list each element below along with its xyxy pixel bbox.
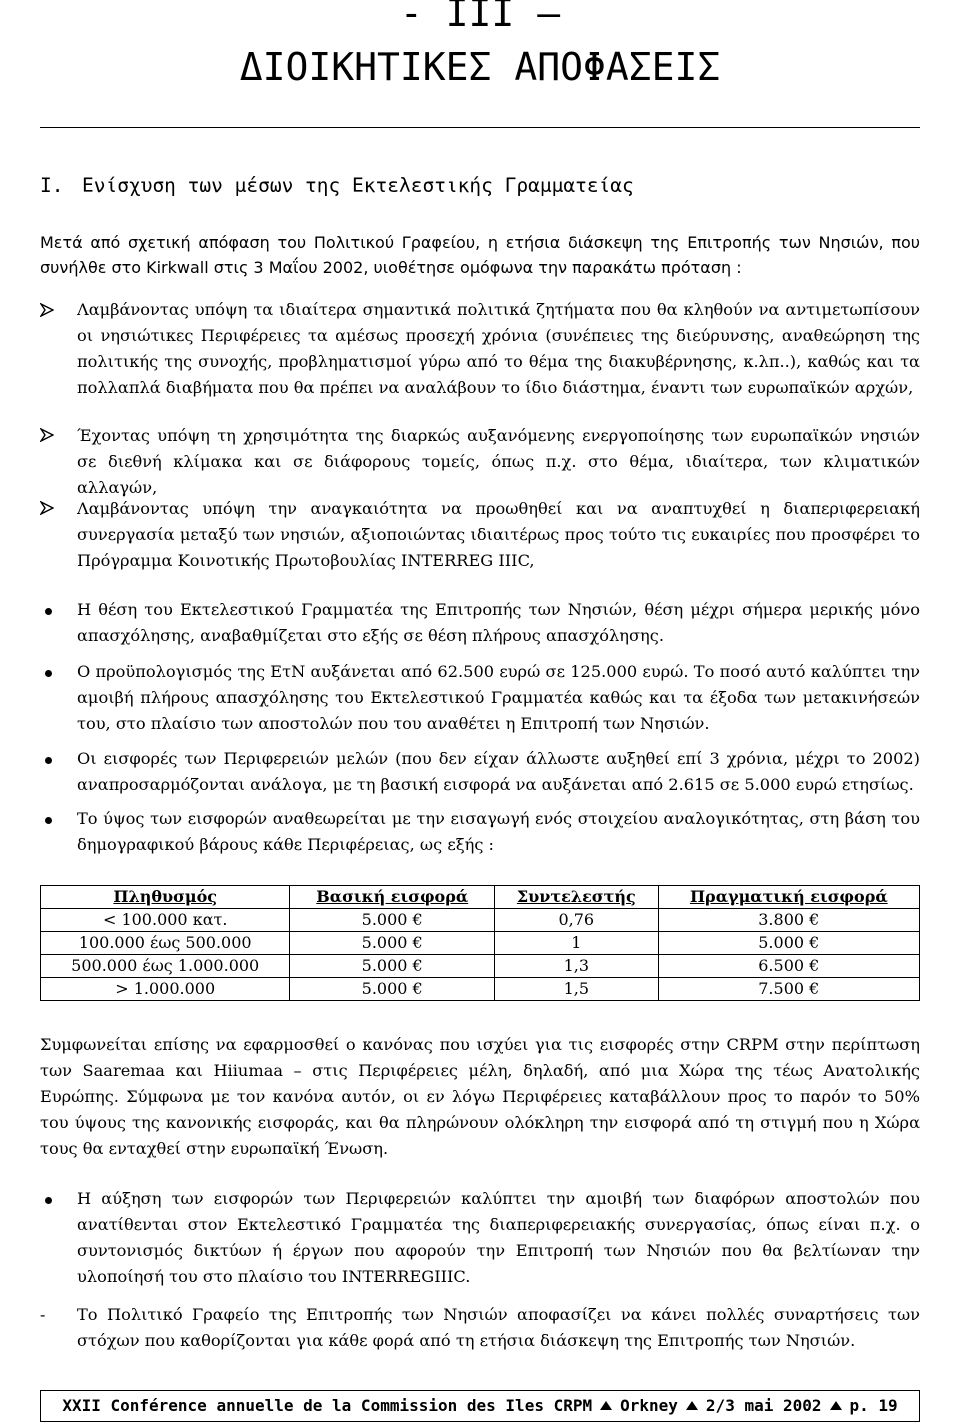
decision-4: Το ύψος των εισφορών αναθεωρείται με την εισαγωγή ενός στοιχείου αναλογικότητας, στη βάση του δημογραφικού βάρους κάθε Περιφέρειας, ως εξής : bbox=[77, 809, 920, 854]
table-row bbox=[41, 909, 920, 932]
bullet-icon bbox=[45, 608, 52, 615]
triangle-separator-icon bbox=[686, 1401, 698, 1410]
column-header: Πραγματική εισφορά bbox=[658, 886, 919, 909]
arrow-bullet-icon bbox=[40, 428, 54, 442]
bullet-icon bbox=[45, 1197, 52, 1204]
bullet-icon bbox=[45, 757, 52, 764]
table-header-row bbox=[41, 886, 920, 909]
increase-paragraph: Η αύξηση των εισφορών των Περιφερειών καλύπτει την αμοιβή των διαφόρων αποστολών που ανατίθενται στον Εκτελεστικό Γραμματέα της διαπεριφερειακής συνεργασίας, όπως είναι π.χ. ο συντονισμός δικτύων ή έργων που αφορούν την Επιτροπή των Νησιών που θα βελτίωναν την υλοποίησή του στο πλαίσιο του INTERREGIIIC. bbox=[77, 1189, 920, 1286]
footer-page-number: p. 19 bbox=[849, 1396, 898, 1415]
page-title: ΔΙΟΙΚΗΤΙΚΕΣ ΑΠΟΦΑΣΕΙΣ bbox=[239, 45, 721, 89]
table-cell: < 100.000 κατ. bbox=[41, 909, 290, 932]
table-cell: 100.000 έως 500.000 bbox=[41, 932, 290, 955]
footer-place: Orkney bbox=[620, 1396, 678, 1415]
bullet-icon bbox=[45, 670, 52, 677]
final-paragraph: Το Πολιτικό Γραφείο της Επιτροπής των Νησιών αποφασίζει να κάνει πολλές συναρτήσεις των στόχων που καθορίζονται για κάθε φορά από τη ετήσια διάσκεψη της Επιτροπής των Νησιών. bbox=[77, 1305, 920, 1350]
table-cell: 6.500 € bbox=[658, 955, 919, 978]
triangle-separator-icon bbox=[600, 1401, 612, 1410]
table-cell: 7.500 € bbox=[658, 978, 919, 1001]
table-cell: 500.000 έως 1.000.000 bbox=[41, 955, 290, 978]
section-heading bbox=[40, 172, 634, 200]
consideration-1: Λαμβάνοντας υπόψη τα ιδιαίτερα σημαντικά πολιτικά ζητήματα που θα κληθούν να αντιμετωπίσουν οι νησιώτικες Περιφέρειες τα αμέσως προσεχή χρόνια (συνέπειες της διεύρυνσης, αναθεώρηση της πολιτικής της συνοχής, προβληματισμοί γύρω από το θέμα της διακυβέρνησης, κ.λπ..), καθώς και τα πολλαπλά διαβήματα που θα πρέπει να αναλάβουν το ίδιο διάστημα, έναντι των ευρωπαϊκών αρχών, bbox=[77, 300, 920, 397]
section-title: Ενίσχυση των μέσων της Εκτελεστικής Γραμματείας bbox=[82, 174, 634, 197]
table-cell: 5.000 € bbox=[290, 978, 495, 1001]
agreement-paragraph: Συμφωνείται επίσης να εφαρμοσθεί ο κανόνας που ισχύει για τις εισφορές στην CRPM στην περίπτωση των Saaremaa και Hiiumaa – στις Περιφέρειες μέλη, δηλαδή, από μια Χώρα της τέως Ανατολικής Ευρώπης. Σύμφωνα με τον κανόνα αυτόν, οι εν λόγω Περιφέρειες καταβάλλουν προς το παρόν το 50% του ύψους της κανονικής εισφοράς, και θα πληρώνουν ολόκληρη την εισφορά από τη στιγμή που η Χώρα τους θα ενταχθεί στην ευρωπαϊκή Ένωση. bbox=[40, 1035, 920, 1158]
table-cell: 1 bbox=[495, 932, 659, 955]
page-footer bbox=[40, 1390, 920, 1422]
table-cell: 5.000 € bbox=[290, 955, 495, 978]
column-header: Πληθυσμός bbox=[41, 886, 290, 909]
decision-3: Οι εισφορές των Περιφερειών μελών (που δεν είχαν άλλωστε αυξηθεί επί 3 χρόνια, μέχρι το 2002) αναπροσαρμόζονται ανάλογα, με τη βασική εισφορά να αυξάνεται από 2.615 σε 5.000 ευρώ ετησίως. bbox=[77, 749, 920, 794]
table-row bbox=[41, 978, 920, 1001]
table-cell: 1,3 bbox=[495, 955, 659, 978]
consideration-2: Έχοντας υπόψη τη χρησιμότητα της διαρκώς αυξανόμενης ενεργοποίησης των ευρωπαϊκών νησιών σε διεθνή κλίμακα και σε διάφορους τομείς, όπως π.χ. στο θέμα, ιδιαίτερα, των κλιματικών αλλαγών, bbox=[77, 426, 920, 497]
table-cell: 3.800 € bbox=[658, 909, 919, 932]
table-cell: 0,76 bbox=[495, 909, 659, 932]
section-number: I. bbox=[40, 174, 64, 197]
table-cell: 5.000 € bbox=[290, 932, 495, 955]
table-row bbox=[41, 932, 920, 955]
bullet-icon bbox=[45, 817, 52, 824]
arrow-bullet-icon bbox=[40, 303, 54, 317]
table-cell: > 1.000.000 bbox=[41, 978, 290, 1001]
table-cell: 5.000 € bbox=[290, 909, 495, 932]
column-header: Συντελεστής bbox=[495, 886, 659, 909]
table-cell: 5.000 € bbox=[658, 932, 919, 955]
part-number: - III – bbox=[399, 0, 561, 35]
divider bbox=[40, 127, 920, 128]
column-header: Βασική εισφορά bbox=[290, 886, 495, 909]
decision-2: Ο προϋπολογισμός της ΕτΝ αυξάνεται από 62.500 ευρώ σε 125.000 ευρώ. Το ποσό αυτό καλύπτει την αμοιβή πλήρους απασχόλησης του Εκτελεστικού Γραμματέα καθώς και τα έξοδα των μετακινήσεών του, στο πλαίσιο των αποστολών που του αναθέτει η Επιτροπή των Νησιών. bbox=[77, 662, 920, 733]
dash-bullet: - bbox=[40, 1305, 46, 1324]
footer-conference: XXII Conférence annuelle de la Commission des Iles CRPM bbox=[62, 1396, 593, 1415]
arrow-bullet-icon bbox=[40, 501, 54, 515]
table-row bbox=[41, 955, 920, 978]
decision-1: Η θέση του Εκτελεστικού Γραμματέα της Επιτροπής των Νησιών, θέση μέχρι σήμερα μερικής μόνο απασχόλησης, αναβαθμίζεται στο εξής σε θέση πλήρους απασχόλησης. bbox=[77, 600, 920, 645]
consideration-3: Λαμβάνοντας υπόψη την αναγκαιότητα να προωθηθεί και να αναπτυχθεί η διαπεριφερειακή συνεργασία μεταξύ των νησιών, αξιοποιώντας ιδιαιτέρως προς τούτο τις ευκαιρίες που προσφέρει το Πρόγραμμα Κοινοτικής Πρωτοβουλίας INTERREG IIIC, bbox=[77, 499, 920, 570]
contributions-table bbox=[40, 885, 920, 1001]
intro-paragraph: Μετά από σχετική απόφαση του Πολιτικού Γραφείου, η ετήσια διάσκεψη της Επιτροπής των Νησιών, που συνήλθε στο Kirkwall στις 3 Μαΐου 2002, υιοθέτησε ομόφωνα την παρακάτω πρόταση : bbox=[40, 233, 920, 277]
triangle-separator-icon bbox=[830, 1401, 842, 1410]
footer-date: 2/3 mai 2002 bbox=[705, 1396, 822, 1415]
table-cell: 1,5 bbox=[495, 978, 659, 1001]
